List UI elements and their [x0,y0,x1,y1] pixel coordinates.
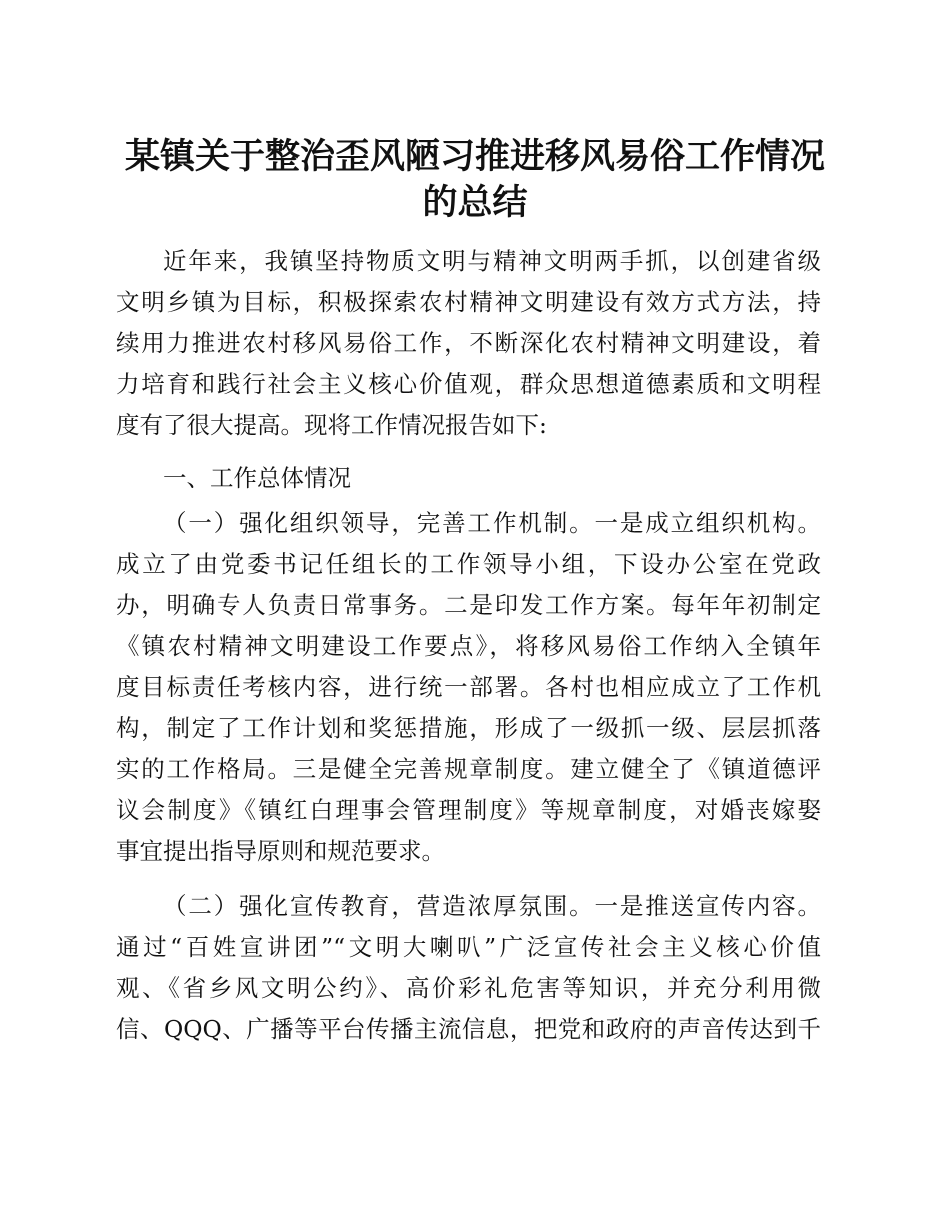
intro-line: 力培育和践行社会主义核心价值观，群众思想道德素质和文明程 [116,370,821,398]
intro-line: 文明乡镇为目标，积极探索农村精神文明建设有效方式方法，持 [116,288,821,316]
para1-line: 实的工作格局。三是健全完善规章制度。建立健全了《镇道德评 [116,755,821,783]
para1-line: 构，制定了工作计划和奖惩措施，形成了一级抓一级、层层抓落 [116,714,821,742]
para1-line: 成立了由党委书记任组长的工作领导小组，下设办公室在党政 [116,550,821,578]
intro-line: 续用力推进农村移风易俗工作，不断深化农村精神文明建设，着 [116,329,821,357]
para1-line: （一）强化组织领导，完善工作机制。一是成立组织机构。 [163,509,821,537]
para2-line: 观、《省乡风文明公约》、高价彩礼危害等知识，并充分利用微 [116,974,821,1002]
para1-line: 议会制度》《镇红白理事会管理制度》等规章制度，对婚丧嫁娶 [116,796,821,824]
para1-line: 事宜提出指导原则和规范要求。 [116,837,445,865]
para2-line: （二）强化宣传教育，营造浓厚氛围。一是推送宣传内容。 [163,892,821,920]
document-title-line-2: 的总结 [422,182,528,223]
intro-line: 度有了很大提高。现将工作情况报告如下: [116,411,547,439]
para1-line: 办，明确专人负责日常事务。二是印发工作方案。每年年初制定 [116,591,821,619]
document-title-line-1: 某镇关于整治歪风陋习推进移风易俗工作情况 [124,136,825,177]
para2-line: 信、QQQ、广播等平台传播主流信息，把党和政府的声音传达到千 [116,1015,821,1043]
para1-line: 《镇农村精神文明建设工作要点》，将移风易俗工作纳入全镇年 [116,632,821,660]
para1-line: 度目标责任考核内容，进行统一部署。各村也相应成立了工作机 [116,673,821,701]
intro-line: 近年来，我镇坚持物质文明与精神文明两手抓，以创建省级 [163,247,821,275]
para2-line: 通过“百姓宣讲团”“文明大喇叭”广泛宣传社会主义核心价值 [116,933,821,961]
section-heading: 一、工作总体情况 [163,464,351,492]
